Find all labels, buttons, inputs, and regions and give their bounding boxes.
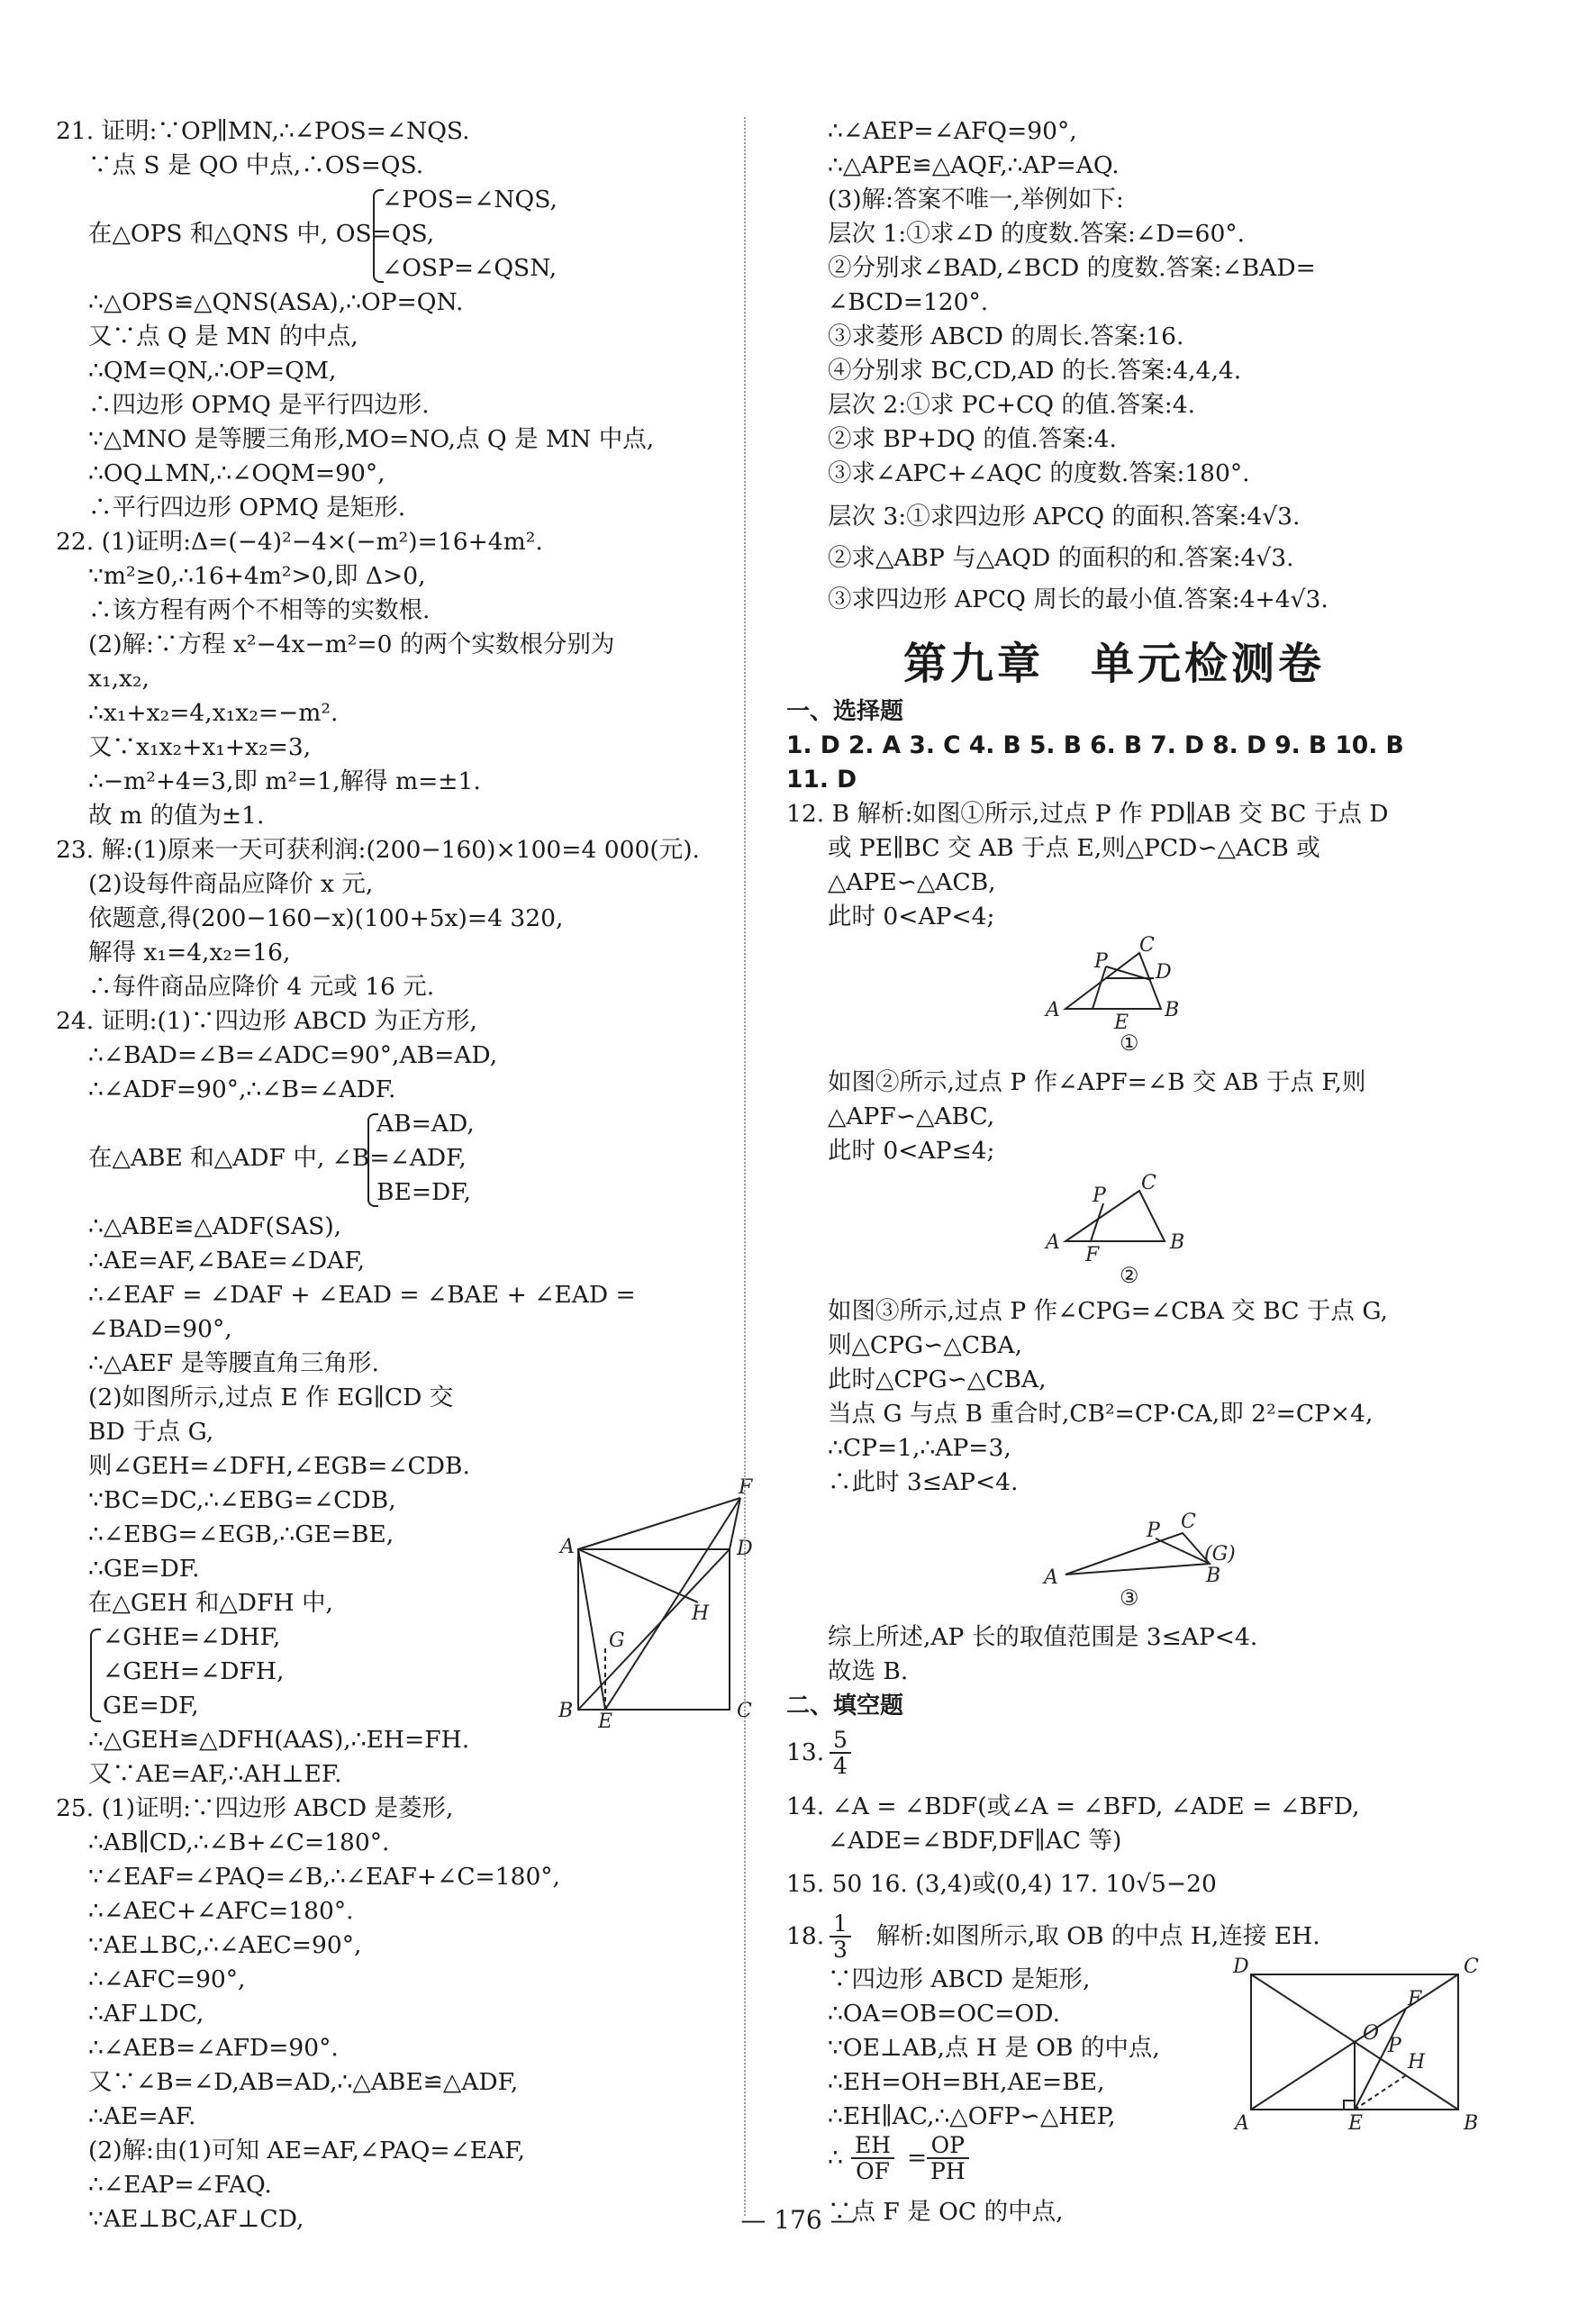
text-line: 综上所述,AP 长的取值范围是 3≤AP<4. [828, 1623, 1258, 1651]
text-line: ∵点 S 是 QO 中点,∴OS=QS. [88, 151, 424, 179]
text-line: 层次 3:①求四边形 APCQ 的面积.答案:4√3. [828, 503, 1301, 531]
text-line: ∴∠AEC+∠AFC=180°. [88, 1897, 354, 1925]
text-line: ∵△MNO 是等腰三角形,MO=NO,点 Q 是 MN 中点, [88, 425, 655, 453]
denominator: 4 [833, 1753, 848, 1779]
text-line: (3)解:答案不唯一,举例如下: [828, 186, 1124, 213]
text-line: ∴∠EAP=∠FAQ. [88, 2171, 272, 2199]
text-line: 23. 解:(1)原来一天可获利润:(200−160)×100=4 000(元). [56, 836, 700, 864]
figure-label: B [1165, 999, 1180, 1021]
text-line: 在△OPS 和△QNS 中, OS=QS, [88, 220, 435, 248]
text-line: 层次 1:①求∠D 的度数.答案:∠D=60°. [828, 220, 1245, 248]
figure-label: B [558, 1700, 574, 1722]
figure-2 [1038, 1166, 1273, 1284]
text-line: ∴∠AEB=∠AFD=90°. [88, 2034, 339, 2062]
text-line: 18. [786, 1922, 825, 1950]
text-line: 解析:如图所示,取 OB 的中点 H,连接 EH. [876, 1922, 1320, 1950]
text-line: ∴△ABE≌△ADF(SAS), [88, 1212, 342, 1240]
figure-label: (G) [1204, 1543, 1236, 1565]
figure-3 [1029, 1501, 1291, 1609]
text-line: ∴△OPS≌△QNS(ASA),∴OP=QN. [88, 288, 464, 316]
text-line: ②求 BP+DQ 的值.答案:4. [828, 425, 1117, 453]
text-line: ∵点 F 是 OC 的中点, [828, 2198, 1064, 2226]
text-line: (2)设每件商品应降价 x 元, [88, 870, 374, 898]
figure-label: C [1181, 1511, 1196, 1533]
figure-label: F [739, 1476, 753, 1499]
text-line: 又∵∠B=∠D,AB=AD,∴△ABE≌△ADF, [88, 2068, 519, 2096]
text-line: ∴CP=1,∴AP=3, [828, 1434, 1011, 1462]
text-line: ∴∠EBG=∠EGB,∴GE=BE, [88, 1520, 394, 1548]
text-line: ∠ADE=∠BDF,DF∥AC 等) [828, 1827, 1122, 1855]
figure-label: P [1147, 1520, 1160, 1542]
text-line: ∴EH∥AC,∴△OFP∽△HEP, [828, 2102, 1116, 2130]
text-line: ∴AF⊥DC, [88, 2000, 204, 2028]
text-line: ∴此时 3≤AP<4. [828, 1468, 1019, 1496]
figure-label: A [1235, 2112, 1249, 2133]
text-line: ∴OA=OB=OC=OD. [828, 2000, 1060, 2028]
numerator: OP [927, 2133, 969, 2159]
text-line: GE=DF, [103, 1692, 199, 1720]
figure-number: ③ [1120, 1585, 1139, 1609]
text-line: AB=AD, [376, 1110, 475, 1138]
figure-label: F [1408, 1988, 1422, 2010]
section-heading: 二、填空题 [786, 1692, 904, 1720]
figure-label: P [1388, 2035, 1401, 2057]
text-line: ∴GE=DF. [88, 1555, 200, 1583]
text-line: 故选 B. [828, 1657, 909, 1685]
text-line: (2)如图所示,过点 E 作 EG∥CD 交 [88, 1384, 454, 1411]
figure-number: ① [1120, 1030, 1139, 1052]
text-line: 24. 证明:(1)∵四边形 ABCD 为正方形, [56, 1007, 477, 1035]
figure-label: H [1408, 2051, 1426, 2074]
text-line: (2)解:∵方程 x²−4x−m²=0 的两个实数根分别为 [88, 631, 615, 658]
figure-label: C [1464, 1956, 1479, 1978]
fraction-ratio-b [927, 2133, 969, 2183]
figure-label: A [1046, 999, 1060, 1021]
text-line: 13. [786, 1738, 825, 1766]
text-line: ∠GEH=∠DFH, [103, 1657, 285, 1685]
figure-label: P [1093, 1184, 1106, 1207]
page-number: — 176 — [740, 2205, 856, 2235]
section-heading: 一、选择题 [786, 698, 904, 725]
fraction-13 [830, 1728, 851, 1778]
text-line: 依题意,得(200−160−x)(100+5x)=4 320, [88, 904, 564, 932]
text-line: ∴x₁+x₂=4,x₁x₂=−m². [88, 699, 339, 727]
text-line: ∵AE⊥BC,AF⊥CD, [88, 2205, 304, 2233]
text-line: ③求∠APC+∠AQC 的度数.答案:180°. [828, 459, 1250, 487]
text-line: ②求△ABP 与△AQD 的面积的和.答案:4√3. [828, 544, 1294, 572]
chapter-title: 第九章 单元检测卷 [903, 639, 1326, 689]
equals-sign: = [907, 2144, 928, 2172]
text-line: 故 m 的值为±1. [88, 802, 265, 830]
figure-label: O [1363, 2022, 1380, 2045]
text-line: 此时 0<AP<4; [828, 903, 995, 930]
figure-label: E [598, 1711, 613, 1728]
text-line: ∵四边形 ABCD 是矩形, [828, 1965, 1091, 1993]
text-line: BE=DF, [376, 1178, 471, 1206]
text-line: 则△CPG∽△CBA, [828, 1331, 1023, 1359]
text-line: ∴ [828, 2144, 843, 2172]
numerator: EH [851, 2133, 894, 2159]
rectangle-figure [1228, 1953, 1480, 2133]
text-line: 层次 2:①求 PC+CQ 的值.答案:4. [828, 391, 1196, 419]
figure-number: ② [1120, 1263, 1139, 1284]
text-line: 当点 G 与点 B 重合时,CB²=CP·CA,即 2²=CP×4, [828, 1400, 1374, 1428]
text-line: ∴−m²+4=3,即 m²=1,解得 m=±1. [88, 767, 481, 795]
figure-label: D [1156, 961, 1172, 984]
denominator: 3 [833, 1937, 848, 1963]
text-line: ②分别求∠BAD,∠BCD 的度数.答案:∠BAD= [828, 254, 1316, 282]
text-line: ∠OSP=∠QSN, [382, 254, 558, 282]
text-line: ∴AE=AF,∠BAE=∠DAF, [88, 1247, 366, 1275]
figure-label: A [1044, 1566, 1058, 1589]
text-line: 在△GEH 和△DFH 中, [88, 1589, 333, 1617]
text-line: 解得 x₁=4,x₂=16, [88, 939, 291, 966]
text-line: ∴该方程有两个不相等的实数根. [88, 596, 431, 624]
figure-label: P [1094, 950, 1108, 973]
text-line: ∴AE=AF. [88, 2102, 196, 2130]
text-line: 则∠GEH=∠DFH,∠EGB=∠CDB. [88, 1452, 470, 1480]
text-line: 22. (1)证明:Δ=(−4)²−4×(−m²)=16+4m². [56, 528, 543, 556]
text-line: ∴∠ADF=90°,∴∠B=∠ADF. [88, 1075, 396, 1103]
text-line: 12. B 解析:如图①所示,过点 P 作 PD∥AB 交 BC 于点 D [786, 800, 1389, 828]
figure-label: F [1085, 1244, 1100, 1266]
text-line: ∴∠BAD=∠B=∠ADC=90°,AB=AD, [88, 1041, 498, 1069]
figure-label: H [692, 1602, 710, 1625]
figure-label: E [1114, 1012, 1129, 1034]
brace [90, 1629, 101, 1722]
text-line: ∴OQ⊥MN,∴∠OQM=90°, [88, 459, 385, 487]
text-line: ∠POS=∠NQS, [382, 186, 558, 213]
denominator: OF [856, 2158, 890, 2184]
figure-label: E [1348, 2112, 1364, 2133]
text-line: ∴∠AFC=90°, [88, 1965, 246, 1993]
text-line: ∠BAD=90°, [88, 1315, 232, 1343]
text-line: △APF∽△ABC, [828, 1103, 995, 1130]
text-line: 或 PE∥BC 交 AB 于点 E,则△PCD∽△ACB 或 [828, 834, 1320, 862]
figure-1 [1038, 935, 1273, 1052]
text-line: ∴AB∥CD,∴∠B+∠C=180°. [88, 1829, 390, 1856]
text-line: ③求四边形 APCQ 周长的最小值.答案:4+4√3. [828, 585, 1328, 613]
text-line: 此时 0<AP≤4; [828, 1137, 995, 1165]
text-line: ∴∠AEP=∠AFQ=90°, [828, 117, 1077, 145]
text-line: ④分别求 BC,CD,AD 的长.答案:4,4,4. [828, 357, 1242, 385]
figure-label: B [1464, 2112, 1479, 2133]
figure-label: B [1170, 1231, 1185, 1254]
text-line: ③求菱形 ABCD 的周长.答案:16. [828, 322, 1184, 350]
text-line: 15. 50 16. (3,4)或(0,4) 17. 10√5−20 [786, 1870, 1217, 1898]
text-line: ∴∠EAF = ∠DAF + ∠EAD = ∠BAE + ∠EAD = [88, 1281, 636, 1309]
text-line: 在△ABE 和△ADF 中, ∠B=∠ADF, [88, 1144, 467, 1172]
figure-label: D [1233, 1956, 1249, 1978]
text-line: 21. 证明:∵OP∥MN,∴∠POS=∠NQS. [56, 117, 470, 145]
text-line: ∴△GEH≌△DFH(AAS),∴EH=FH. [88, 1726, 470, 1754]
figure-label: A [1046, 1231, 1060, 1254]
text-line: x₁,x₂, [88, 665, 150, 693]
text-line: ∴EH=OH=BH,AE=BE, [828, 2068, 1105, 2096]
figure-label: C [1139, 935, 1155, 957]
text-line: 如图②所示,过点 P 作∠APF=∠B 交 AB 于点 F,则 [828, 1068, 1366, 1096]
text-line: ∴△APE≌△AQF,∴AP=AQ. [828, 151, 1120, 179]
text-line: 又∵点 Q 是 MN 的中点, [88, 322, 358, 350]
text-line: △APE∽△ACB, [828, 868, 996, 896]
fraction-ratio-a [851, 2133, 894, 2183]
figure-label: A [560, 1536, 575, 1558]
text-line: 25. (1)证明:∵四边形 ABCD 是菱形, [56, 1794, 454, 1822]
denominator: PH [930, 2158, 966, 2184]
figure-label: C [737, 1700, 752, 1722]
numerator: 1 [830, 1911, 851, 1937]
figure-label: C [1141, 1172, 1156, 1194]
text-line: 11. D [786, 766, 857, 794]
text-line: ∠BCD=120°. [828, 288, 989, 316]
numerator: 5 [830, 1728, 851, 1754]
text-line: ∴每件商品应降价 4 元或 16 元. [88, 973, 435, 1001]
text-line: 又∵x₁x₂+x₁+x₂=3, [88, 733, 312, 761]
figure-label: B [1206, 1565, 1221, 1587]
text-line: ∠GHE=∠DHF, [103, 1623, 281, 1651]
text-line: 如图③所示,过点 P 作∠CPG=∠CBA 交 BC 于点 G, [828, 1297, 1388, 1325]
text-line: ∵OE⊥AB,点 H 是 OB 的中点, [828, 2034, 1160, 2062]
text-line: ∵AE⊥BC,∴∠AEC=90°, [88, 1931, 362, 1959]
text-line: ∴平行四边形 OPMQ 是矩形. [88, 494, 406, 522]
text-line: 又∵AE=AF,∴AH⊥EF. [88, 1760, 342, 1788]
figure-label: G [609, 1629, 625, 1652]
column-divider [744, 117, 746, 2216]
square-figure [524, 1349, 767, 1728]
text-line: ∴QM=QN,∴OP=QM, [88, 357, 337, 385]
text-line: ∵m²≥0,∴16+4m²>0,即 Δ>0, [88, 562, 426, 590]
text-line: ∵BC=DC,∴∠EBG=∠CDB, [88, 1486, 396, 1514]
text-line: ∴四边形 OPMQ 是平行四边形. [88, 391, 430, 419]
text-line: ∵∠EAF=∠PAQ=∠B,∴∠EAF+∠C=180°, [88, 1863, 560, 1891]
text-line: ∴△AEF 是等腰直角三角形. [88, 1349, 379, 1377]
text-line: 1. D 2. A 3. C 4. B 5. B 6. B 7. D 8. D 9. B 10. B [786, 731, 1404, 759]
fraction-18 [830, 1911, 851, 1962]
text-line: 14. ∠A = ∠BDF(或∠A = ∠BFD, ∠ADE = ∠BFD, [786, 1792, 1360, 1820]
text-line: (2)解:由(1)可知 AE=AF,∠PAQ=∠EAF, [88, 2137, 525, 2164]
text-line: 此时△CPG∽△CBA, [828, 1366, 1047, 1393]
figure-label: D [737, 1538, 753, 1560]
text-line: BD 于点 G, [88, 1418, 214, 1446]
